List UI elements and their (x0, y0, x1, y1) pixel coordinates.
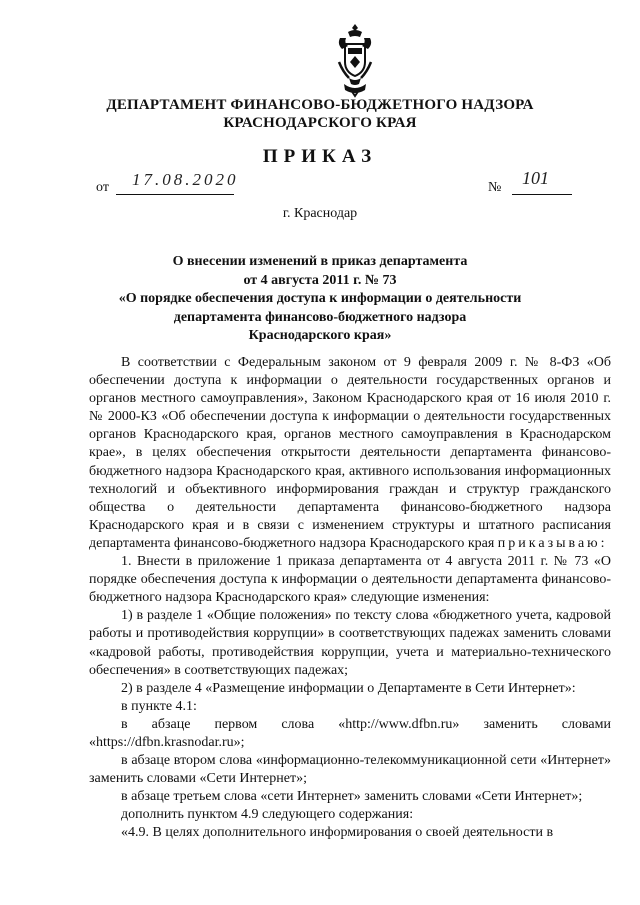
order-subject (0, 253, 640, 346)
handwritten-number: 101 (522, 168, 549, 188)
item-1-sub-2: 2) в разделе 4 «Размещение информации о Департаменте в Сети Интернет»: (121, 680, 576, 696)
clause-4-9-text: «4.9. В целях дополнительного информирования о своей деятельности в (121, 825, 554, 841)
clause-4-1: в пункте 4.1: (121, 698, 197, 714)
preamble-text: В соответствии с Федеральным законом от 9 февраля 2009 г. № 8-ФЗ «Об обеспечении доступа к информации о деятельности государственных органов и органов местного самоуправления», Законом Краснодарского края от 16 июля 2010 г. № 2000-КЗ «Об обеспечении доступа к информации о деятельности государственных органов Краснодарского края, органов местного самоуправления в Краснодарском крае», в целях обеспечения открытости деятельности департамента финансово-бюджетного надзора Краснодарского края, активного использования информационных технологий и объективного информирования граждан и структур гражданского общества о деятельности департамента финансово-бюджетного надзора Краснодарского края и в связи с изменением структуры и штатного расписания департамента финансово-бюджетного надзора Краснодарского края (89, 355, 611, 551)
subject-line-4: департамента финансово-бюджетного надзора (173, 309, 467, 325)
clause-paragraph-1: в абзаце первом слова «http://www.dfbn.ru» заменить словами «https://dfbn.krasnodar.ru»; (89, 716, 611, 750)
date-underline (116, 194, 234, 195)
department-line-1: ДЕПАРТАМЕНТ ФИНАНСОВО-БЮДЖЕТНОГО НАДЗОРА (106, 97, 534, 113)
date-label: от (96, 180, 109, 195)
order-body (89, 354, 611, 843)
add-clause-4-9: дополнить пунктом 4.9 следующего содержания: (121, 807, 414, 823)
preamble-paragraph (89, 354, 611, 553)
order-directive: приказываю: (497, 535, 608, 551)
department-name (0, 96, 640, 132)
subject-line-2: от 4 августа 2011 г. № 73 (243, 272, 397, 288)
number-label: № (488, 180, 502, 195)
handwritten-date: 17.08.2020 (132, 170, 239, 189)
subject-line-5: Краснодарского края» (248, 328, 392, 343)
document-type-title: ПРИКАЗ (262, 146, 378, 167)
number-underline (512, 194, 572, 195)
item-1-sub-1: 1) в разделе 1 «Общие положения» по тексту слова «бюджетного учета, кадровой работы и противодействия коррупции» в соответствующих падежах заменить словами «кадровой работы, противодействия коррупции, учета и материально-технического обеспечения» в соответствующих падежах; (89, 608, 611, 678)
department-line-2: КРАСНОДАРСКОГО КРАЯ (223, 115, 417, 131)
clause-paragraph-3: в абзаце третьем слова «сети Интернет» заменить словами «Сети Интернет»; (121, 789, 583, 805)
clause-paragraph-2: в абзаце втором слова «информационно-телекоммуникационной сети «Интернет» заменить словами «Сети Интернет»; (89, 753, 611, 787)
subject-line-1: О внесении изменений в приказ департамента (172, 254, 468, 269)
item-1: 1. Внести в приложение 1 приказа департамента от 4 августа 2011 г. № 73 «О порядке обеспечения доступа к информации о деятельности департамента финансово-бюджетного надзора Краснодарского края» следующие изменения: (89, 554, 611, 606)
city-label: г. Краснодар (282, 206, 358, 221)
coat-of-arms-emblem (336, 22, 374, 98)
subject-line-3: «О порядке обеспечения доступа к информации о деятельности (118, 291, 522, 306)
